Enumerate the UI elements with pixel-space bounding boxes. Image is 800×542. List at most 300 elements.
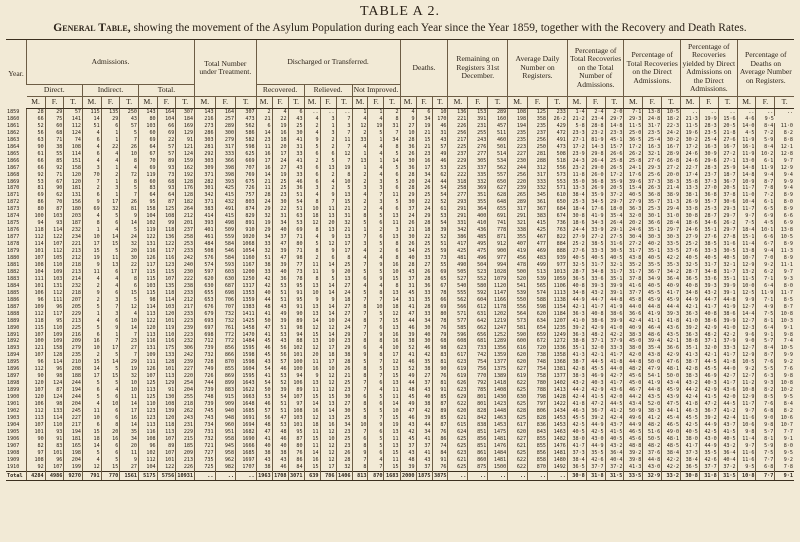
table-cell: 13 [320,227,336,234]
table-row [6,213,794,220]
table-cell: 417 [448,241,468,248]
table-cell: 40·3 [586,380,605,387]
table-cell: 29·3 [718,206,737,213]
table-cell: 39·9 [605,318,624,325]
table-cell: 182 [176,199,195,206]
table-cell: 4 [352,116,368,123]
table-cell: 38·5 [586,241,605,248]
table-cell: 15 [120,290,139,297]
table-cell: 103 [138,123,157,130]
table-cell: 332 [528,185,548,192]
year-cell: 1900 [7,394,20,401]
table-cell: .. [699,109,718,116]
table-cell: 38 [256,464,272,471]
table-cell: 8·9 [775,206,794,213]
table-cell: 6 [304,165,320,172]
table-cell: 76 [288,450,304,457]
table-cell: 6·2 [756,269,775,276]
table-cell: 627 [508,436,528,443]
table-cell: 212 [176,213,195,220]
table-cell: 36·8 [699,192,718,199]
table-cell: 53 [432,165,448,172]
year-cell: 1879 [7,248,20,255]
table-cell: 33 [416,290,432,297]
table-cell: 51 [272,408,288,415]
table-cell: 21·8 [718,130,737,137]
table-cell: 35 [416,359,432,366]
table-cell: 11 [384,220,400,227]
table-cell: 1402 [547,380,567,387]
table-cell: 27·6 [681,248,700,255]
table-cell: 13·2 [737,269,756,276]
table-cell: 23 [336,429,352,436]
table-cell: 546 [215,248,236,255]
mft-header-row [6,97,794,109]
table-cell: 1476 [547,443,567,450]
table-cell: 35·7 [699,199,718,206]
table-cell: 41·8 [681,401,700,408]
table-cell: 83 [138,185,157,192]
year-cell: 1904 [7,421,20,428]
table-cell: 15 [82,429,101,436]
table-cell: 26·9 [681,199,700,206]
table-cell: 47 [400,311,416,318]
table-cell: 2000 [402,472,415,479]
table-cell: 5·8 [567,123,586,130]
table-cell: 731 [195,429,216,436]
table-cell: 17·6 [586,206,605,213]
table-cell: 41·8 [605,359,624,366]
table-cell: 15 [384,415,400,422]
table-cell: 42·6 [699,457,718,464]
table-cell: 26 [120,144,139,151]
table-cell: 34 [416,116,432,123]
table-cell: 10 [336,179,352,186]
table-cell: 4 [368,116,384,123]
table-cell: 39 [272,387,288,394]
table-cell: 12 [320,325,336,332]
table-cell: 232 [176,338,195,345]
table-cell: 235 [508,137,528,144]
table-cell: 41·9 [586,213,605,220]
table-cell: 7·7 [756,471,775,480]
table-cell: 26·9 [586,185,605,192]
table-cell: 539 [528,276,548,283]
table-cell: 851 [468,429,488,436]
table-cell: 739 [195,387,216,394]
table-cell: 7 [352,457,368,464]
table-row [6,116,794,123]
table-cell: 5 [368,269,384,276]
table-cell: 13 [101,262,120,269]
sex-header-m: M. [681,97,700,109]
table-cell: 116 [138,338,157,345]
table-cell: 32·1 [643,151,662,158]
table-cell: 23·9 [567,151,586,158]
sex-header-f: F. [586,97,605,109]
table-cell: 48·2 [699,332,718,339]
table-cell: 44·9 [567,297,586,304]
table-cell: 598 [236,144,257,151]
table-cell: 28 [400,172,416,179]
table-cell: 8·1 [756,318,775,325]
table-cell: 90 [27,373,46,380]
table-cell: 2 [82,185,101,192]
table-cell: 656 [468,332,488,339]
table-cell: 301 [195,185,216,192]
table-cell: 951 [215,429,236,436]
table-cell: 6·4 [756,283,775,290]
table-cell: 628 [508,408,528,415]
table-cell: 25 [416,192,432,199]
table-cell: 1184 [547,311,567,318]
table-cell: 8·0 [775,199,794,206]
table-cell: 32·5 [567,262,586,269]
table-cell: 5 [82,394,101,401]
table-cell: 9·6 [737,332,756,339]
table-cell: 29·7 [718,213,737,220]
table-cell: 227 [176,366,195,373]
table-cell: 37·8 [718,192,737,199]
table-cell: 66 [27,116,46,123]
table-cell: 45·5 [586,366,605,373]
table-cell: 106 [27,401,46,408]
table-cell: 11 [304,429,320,436]
table-row [6,457,794,464]
table-cell: 12 [384,359,400,366]
table-cell: 564 [508,311,528,318]
table-cell: 24 [336,318,352,325]
not-improved-header: Not Improved. [352,85,400,97]
table-cell: 8·5 [756,394,775,401]
table-cell: 733 [468,345,488,352]
table-cell: 31·7 [699,262,718,269]
table-cell: 43·0 [586,436,605,443]
table-cell: 12 [320,380,336,387]
table-cell: 1 [352,227,368,234]
table-cell: 9·5 [756,116,775,123]
table-cell: 44·5 [586,359,605,366]
table-cell: 41 [256,436,272,443]
sex-header-m: M. [256,97,272,109]
table-cell: 513 [528,269,548,276]
table-cell: 18 [320,352,336,359]
table-cell: 50·9 [624,408,643,415]
table-cell: 393 [215,179,236,186]
table-cell: 41·7 [718,352,737,359]
table-cell: 2 [101,172,120,179]
table-cell: 10931 [177,472,194,479]
table-cell: 66 [27,158,46,165]
table-cell: 509 [215,227,236,234]
table-cell: 7 [368,464,384,471]
table-cell: 34 [416,172,432,179]
table-cell: 105 [45,255,64,262]
table-cell: 53 [272,422,288,429]
table-row [6,109,794,116]
table-cell: 627 [508,366,528,373]
year-cell: 1888 [7,310,20,317]
table-cell: 16 [256,151,272,158]
total-header: Total. [138,85,194,97]
table-cell: 107 [27,387,46,394]
table-cell: 2 [304,123,320,130]
table-cell: 785 [468,387,488,394]
table-cell: 1481 [547,450,567,457]
table-cell: 15·7 [605,144,624,151]
table-cell: 69 [138,137,157,144]
table-cell: 37 [400,443,416,450]
table-cell: 42·7 [718,373,737,380]
table-cell: 30·8 [567,471,586,480]
table-cell: 18 [272,137,288,144]
table-cell: 39 [416,415,432,422]
table-cell: 1358 [547,352,567,359]
table-cell: 1353 [236,290,257,297]
table-cell: 43·2 [605,443,624,450]
table-cell: 46·5 [624,429,643,436]
table-cell: 9·3 [756,380,775,387]
table-cell: 45·1 [605,137,624,144]
table-cell: 25 [336,380,352,387]
table-cell: 279 [64,345,83,352]
table-cell: 27·6 [718,137,737,144]
table-cell: 45 [256,352,272,359]
table-cell: 73 [432,255,448,262]
table-cell: 1368 [547,359,567,366]
table-cell: 627 [488,185,508,192]
table-cell: 49 [400,401,416,408]
table-cell: 175 [157,345,176,352]
table-cell: 11 [384,436,400,443]
table-cell: 9·4 [756,172,775,179]
table-cell: 1 [101,332,120,339]
table-cell: 42·6 [586,457,605,464]
table-cell: 562 [236,123,257,130]
table-cell: 20·0 [662,172,681,179]
table-cell: 288 [528,158,548,165]
table-cell: 10·8 [775,311,794,318]
table-cell: 15 [304,436,320,443]
table-cell: 41·0 [605,325,624,332]
table-cell: 98 [45,401,64,408]
table-cell: 37 [416,464,432,471]
table-cell: 46·9 [586,373,605,380]
table-cell: 59 [432,248,448,255]
table-cell: 34·3 [586,220,605,227]
table-cell: 115 [157,269,176,276]
table-cell: 18 [336,297,352,304]
table-cell: 4 [368,172,384,179]
table-cell: 5 [352,359,368,366]
table-cell: 12 [384,311,400,318]
table-cell: 12 [320,443,336,450]
table-cell: 80 [27,206,46,213]
table-cell: 12·7 [737,345,756,352]
table-cell: 35·1 [605,276,624,283]
table-cell: 250 [120,109,139,116]
table-cell: 43 [272,338,288,345]
table-cell: 36·3 [624,206,643,213]
table-cell: 13 [336,192,352,199]
table-cell: 625 [508,450,528,457]
table-cell: 11·0 [775,123,794,130]
table-cell: 258 [176,234,195,241]
year-cell: 1899 [7,387,20,394]
table-cell: 7 [352,234,368,241]
table-cell: 57 [64,109,83,116]
table-cell: 101 [288,422,304,429]
table-cell: 37·3 [643,179,662,186]
table-cell: 619 [448,373,468,380]
table-cell: 415 [215,213,236,220]
table-cell: 623 [448,450,468,457]
table-cell: 15·6 [718,116,737,123]
table-cell: 9·4 [756,248,775,255]
table-cell: 39·1 [605,290,624,297]
table-cell: 97 [27,450,46,457]
table-cell: 17·2 [681,144,700,151]
table-cell: 244 [64,394,83,401]
table-cell: 53 [272,283,288,290]
table-cell: 30·5 [718,248,737,255]
table-cell: 6 [368,325,384,332]
table-cell: 9·8 [737,429,756,436]
table-cell: 112 [45,290,64,297]
table-cell: 44·2 [567,387,586,394]
table-cell: 42·5 [586,429,605,436]
table-cell: 28·9 [662,151,681,158]
table-cell: 16 [384,338,400,345]
table-cell: 21·4 [662,185,681,192]
table-cell: 39·6 [624,179,643,186]
table-cell: 49·0 [662,429,681,436]
table-cell: 114 [45,227,64,234]
table-cell: 26 [120,199,139,206]
table-cell: 653 [195,297,216,304]
year-cell: 1906 [7,435,20,442]
table-cell: 22 [272,206,288,213]
table-cell: 11 [384,457,400,464]
table-cell: .. [304,109,320,116]
table-cell: 239 [176,359,195,366]
table-cell: 345 [528,192,548,199]
table-cell: 1430 [488,394,508,401]
table-cell: 778 [488,227,508,234]
table-row [6,130,794,137]
table-cell: 26 [400,241,416,248]
table-cell: 51 [272,290,288,297]
table-cell: 29·7 [605,199,624,206]
table-cell: 1 [101,130,120,137]
table-cell: 53 [272,373,288,380]
table-cell: 49 [272,311,288,318]
table-cell: 14 [320,332,336,339]
table-row [6,297,794,304]
table-cell: 9·7 [737,213,756,220]
table-cell: 1178 [488,304,508,311]
table-cell: 30·8 [681,471,700,480]
table-cell: 42·2 [662,457,681,464]
table-cell: 39·3 [586,283,605,290]
table-cell: 11·5 [624,123,643,130]
table-cell: 31 [288,144,304,151]
table-cell: 4 [82,457,101,464]
table-cell: 156 [64,199,83,206]
table-cell: 40·5 [643,283,662,290]
table-cell: 1147 [488,290,508,297]
table-cell: 218 [64,290,83,297]
table-cell: 34 [384,137,400,144]
table-cell: 29·1 [605,227,624,234]
pct-recoveries-yielded-header: Percentage of Recoveries yielded by Direct Admissions on the Direct Admissions. [681,40,738,97]
table-cell: 39 [272,248,288,255]
table-cell: 10·1 [756,227,775,234]
table-cell: 945 [215,443,236,450]
table-cell: 726 [236,185,257,192]
table-cell: 111 [45,297,64,304]
table-cell: 109 [138,352,157,359]
sex-header-t: T. [176,97,195,109]
table-cell: 12·9 [737,262,756,269]
table-cell: 317 [215,144,236,151]
table-cell: 18·2 [662,116,681,123]
table-cell: 188 [64,373,83,380]
table-cell: 25·2 [681,241,700,248]
table-cell: 10·2 [775,387,794,394]
table-cell: 425 [215,185,236,192]
table-cell: 16 [320,422,336,429]
table-cell: 7 [368,192,384,199]
table-cell: 1359 [488,352,508,359]
table-cell: 64 [138,144,157,151]
table-cell: 48·2 [624,366,643,373]
table-cell: 674 [547,213,567,220]
table-cell: 66 [27,165,46,172]
table-cell: 15 [320,394,336,401]
table-cell: 16·7 [718,144,737,151]
table-cell: 34·2 [662,269,681,276]
table-cell: 6 [101,443,120,450]
table-cell: 35·0 [567,179,586,186]
table-cell: 38·6 [586,318,605,325]
table-cell: 114 [45,359,64,366]
table-cell: 53 [288,220,304,227]
table-cell: 194 [64,429,83,436]
table-cell: 254 [176,380,195,387]
table-cell: 14 [384,158,400,165]
table-cell: 107 [138,373,157,380]
table-cell: 38·1 [681,192,700,199]
table-cell: 37·1 [699,338,718,345]
sex-header-t: T. [288,97,304,109]
table-cell: 7 [336,144,352,151]
table-cell: 113 [27,415,46,422]
table-cell: 38·7 [681,359,700,366]
table-cell: 3 [101,311,120,318]
table-cell: 45·5 [567,415,586,422]
table-cell: 9 [320,234,336,241]
table-cell: 37·9 [718,338,737,345]
table-cell: 30·3 [643,234,662,241]
year-cell: 1876 [7,227,20,234]
table-cell: 1120 [488,283,508,290]
table-cell: 855 [528,443,548,450]
table-cell: 33·5 [662,241,681,248]
table-cell: 60 [45,123,64,130]
table-cell: 48·2 [643,422,662,429]
table-cell: 10 [320,366,336,373]
